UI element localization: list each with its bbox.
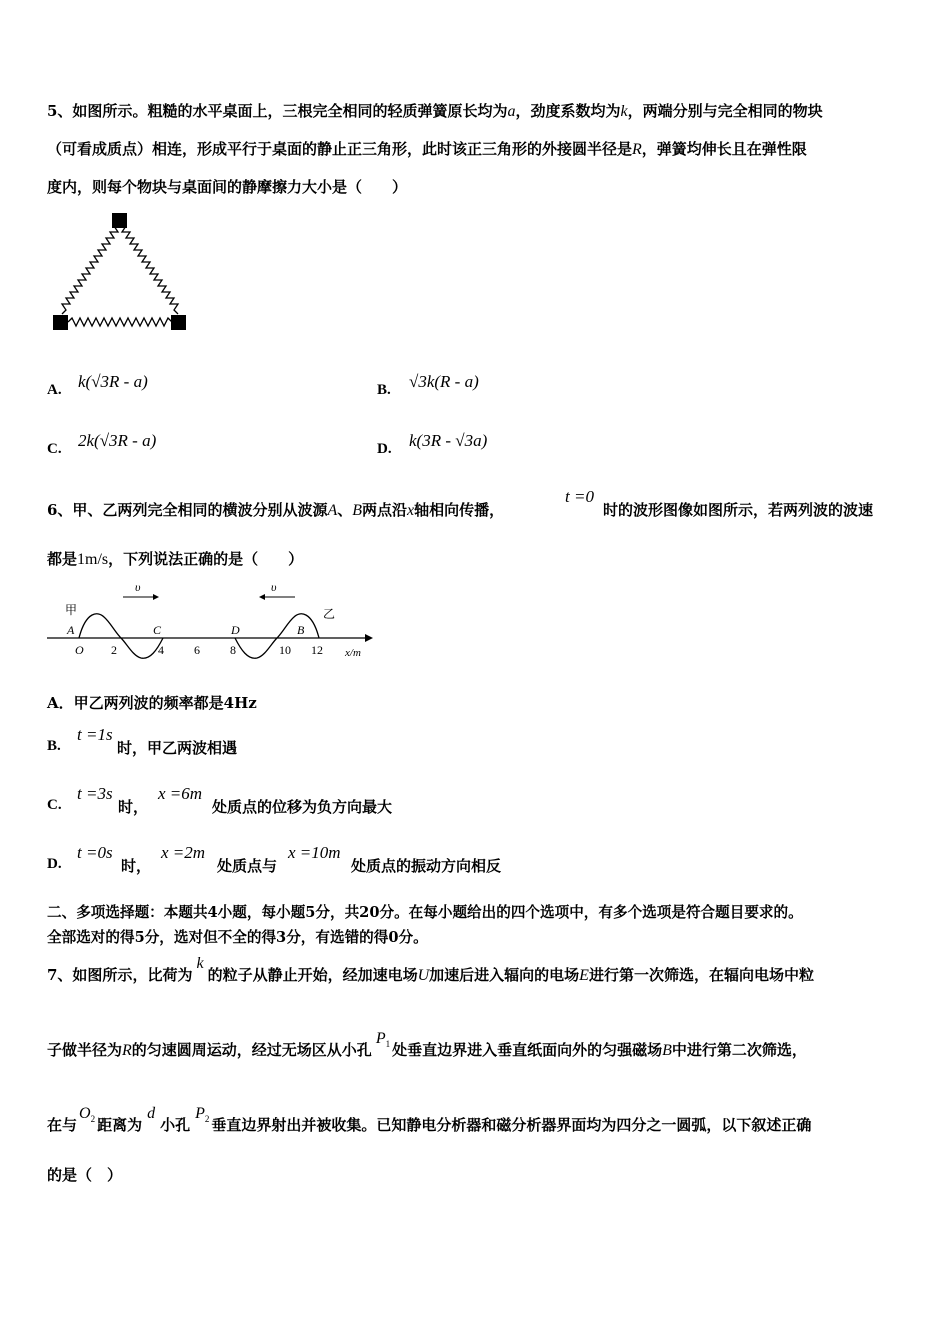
q6-option-b-label: B. bbox=[47, 738, 61, 754]
q6-option-c-text1: 时， bbox=[118, 798, 149, 816]
point-a: A bbox=[67, 623, 75, 637]
wave-jia bbox=[79, 614, 163, 658]
section2-line1: 二、多项选择题：本题共4小题，每小题5分，共20分。在每小题给出的四个选项中，有多个选项是符合题目要求的。 bbox=[47, 904, 803, 921]
q7-line4: 的是（ ） bbox=[47, 1166, 123, 1184]
q5-option-d: k(3R - √3a) bbox=[409, 431, 488, 450]
q5-option-b-label: B. bbox=[377, 382, 391, 398]
q6-option-d-math1: t =0s bbox=[77, 843, 113, 862]
q6-option-d-label: D. bbox=[47, 856, 62, 872]
q7-line1: 7、如图所示，比荷为k的粒子从静止开始，经加速电场U加速后进入辐向的电场E进行第一次筛选，在辐向电场中粒 bbox=[47, 955, 814, 984]
q6-option-d-math2: x =2m bbox=[161, 843, 206, 862]
block-left bbox=[53, 315, 68, 330]
block-right bbox=[171, 315, 186, 330]
q5-option-c: 2k(√3R - a) bbox=[78, 431, 157, 450]
point-c: C bbox=[153, 623, 162, 637]
q5-line3: 度内，则每个物块与桌面间的静摩擦力大小是（ ） bbox=[47, 178, 408, 196]
point-b: B bbox=[297, 623, 305, 637]
q6-option-b-text: 时，甲乙两波相遇 bbox=[117, 739, 238, 757]
q6-option-d-text3: 处质点的振动方向相反 bbox=[351, 857, 502, 875]
label-yi: 乙 bbox=[323, 607, 336, 621]
q6-line2: 都是1m/s，下列说法正确的是（ ） bbox=[47, 550, 304, 568]
spring-right bbox=[122, 224, 178, 314]
q5-option-c-label: C. bbox=[47, 441, 62, 457]
wave-graph bbox=[45, 580, 375, 665]
q5-line2: （可看成质点）相连，形成平行于桌面的静止正三角形，此时该正三角形的外接圆半径是R，弹簧均伸长且在弹性限 bbox=[47, 140, 807, 158]
tick-10: 10 bbox=[279, 643, 291, 657]
q7-line3: 在与$O_2$ 距离为d小孔$P_2$ 垂直边界射出并被收集。已知静电分析器和磁分析器界面均为四分之一圆弧，以下叙述正确 bbox=[47, 1105, 812, 1134]
block-top bbox=[112, 213, 127, 228]
spring-bottom bbox=[68, 318, 172, 326]
tick-12: 12 bbox=[311, 643, 323, 657]
q6-option-c-text2: 处质点的位移为负方向最大 bbox=[212, 798, 393, 816]
tick-4: 4 bbox=[158, 643, 164, 657]
q6-option-d-text2: 处质点与 bbox=[217, 857, 278, 875]
x-axis-arrow bbox=[365, 634, 373, 642]
q5-option-a: k(√3R - a) bbox=[78, 372, 148, 391]
tick-2: 2 bbox=[111, 643, 117, 657]
q6-t0: t =0 bbox=[565, 487, 594, 506]
q6-option-b-math: t =1s bbox=[77, 725, 113, 744]
tick-8: 8 bbox=[230, 643, 236, 657]
section2-line2: 全部选对的得5分，选对但不全的得3分，有选错的得0分。 bbox=[47, 929, 428, 946]
q6-line1: 6、甲、乙两列完全相同的横波分别从波源A、B两点沿x轴相向传播， bbox=[47, 501, 505, 519]
q6-option-c-math1: t =3s bbox=[77, 784, 113, 803]
velocity-label-yi: υ bbox=[271, 580, 277, 594]
label-jia: 甲 bbox=[65, 603, 78, 617]
q5-line1: 5、如图所示。粗糙的水平桌面上，三根完全相同的轻质弹簧原长均为a，劲度系数均为k，两端分别与完全相同的物块 bbox=[47, 102, 823, 120]
q5-option-d-label: D. bbox=[377, 441, 392, 457]
q7-line2: 子做半径为R的匀速圆周运动，经过无场区从小孔$P_1$ 处垂直边界进入垂直纸面向外的匀强磁场B中进行第二次筛选， bbox=[47, 1030, 807, 1059]
spring-triangle-figure bbox=[50, 210, 195, 340]
point-d: D bbox=[231, 623, 240, 637]
q5-option-a-label: A. bbox=[47, 382, 62, 398]
q6-option-c-math2: x =6m bbox=[158, 784, 203, 803]
tick-6: 6 bbox=[194, 643, 200, 657]
x-unit: x/m bbox=[345, 647, 361, 659]
q5-option-b: √3k(R - a) bbox=[409, 372, 479, 391]
velocity-label-jia: υ bbox=[135, 580, 141, 594]
spring-left bbox=[62, 224, 118, 314]
q6-line1-end: 时的波形图像如图所示，若两列波的波速 bbox=[603, 501, 874, 519]
q6-option-d-text1: 时， bbox=[121, 857, 152, 875]
tick-0: O bbox=[75, 643, 84, 657]
q6-option-c-label: C. bbox=[47, 797, 62, 813]
q6-option-d-math3: x =10m bbox=[288, 843, 341, 862]
wave-yi bbox=[235, 614, 319, 658]
q6-option-a: A．甲乙两列波的频率都是4Hz bbox=[47, 694, 257, 712]
